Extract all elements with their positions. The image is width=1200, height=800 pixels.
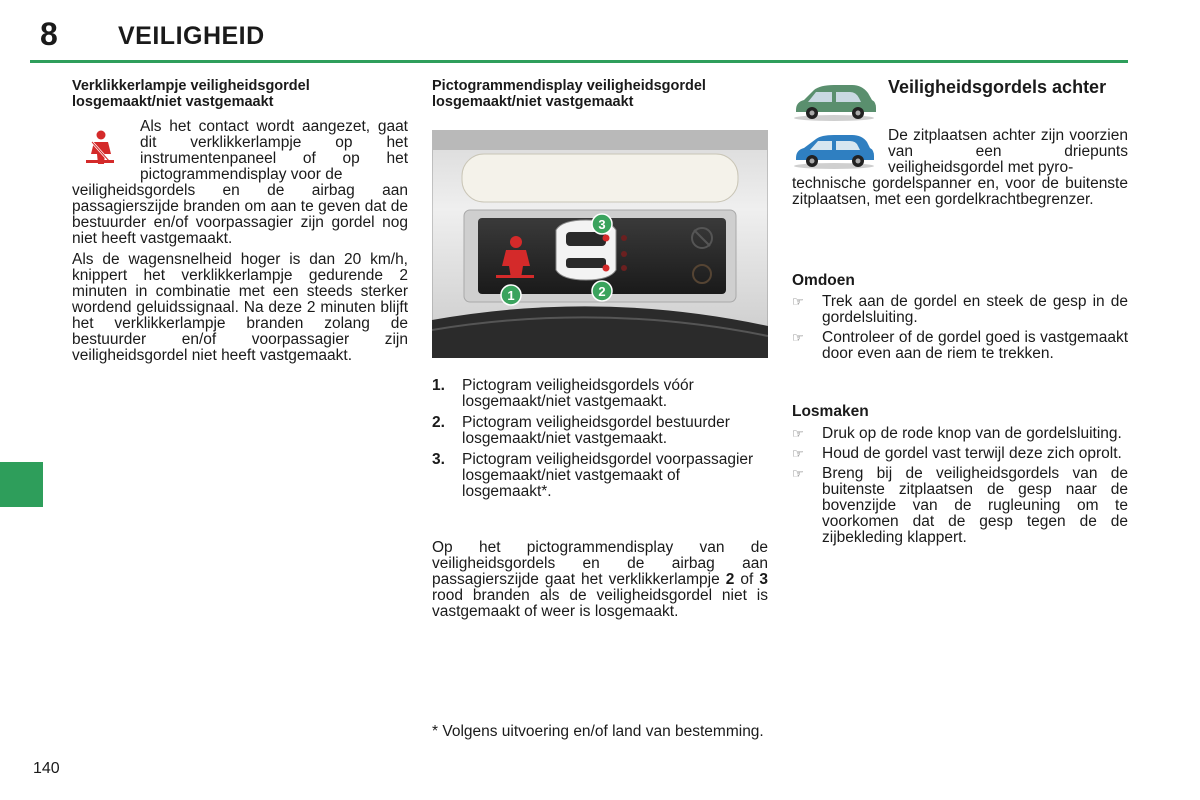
col2-heading: Pictogrammendisplay veiligheidsgordel losgemaakt/niet vastgemaakt bbox=[432, 78, 706, 110]
header-rule bbox=[30, 60, 1128, 63]
list-item-text: Trek aan de gordel en steek de gesp in de gordelsluiting. bbox=[822, 293, 1128, 326]
omdoen-heading: Omdoen bbox=[792, 272, 855, 289]
col1-intro-first: Als het contact wordt aangezet, gaat dit verklikkerlampje op het instrumentenpaneel of op het pictogrammendisplay voor de bbox=[140, 118, 408, 183]
callout-2 bbox=[592, 281, 612, 301]
rear-intro-first: De zitplaatsen achter zijn voorzien van een driepunts veiligheidsgordel met pyro- bbox=[888, 127, 1128, 176]
legend-text: Pictogram veiligheidsgordel voorpassagier losgemaakt/niet vastgemaakt of losgemaakt*. bbox=[462, 451, 754, 500]
legend-item bbox=[432, 415, 768, 447]
losmaken-list bbox=[792, 426, 1128, 550]
legend-item bbox=[432, 378, 768, 410]
pointing-hand-icon: ☞ bbox=[792, 330, 804, 345]
legend-text: Pictogram veiligheidsgordel bestuurder losgemaakt/niet vastgemaakt. bbox=[462, 414, 730, 447]
callout-3 bbox=[592, 214, 612, 234]
col1-intro bbox=[72, 119, 408, 247]
svg-text:3: 3 bbox=[598, 217, 606, 232]
list-item-text: Controleer of de gordel goed is vastgemaakt door even aan de riem te trekken. bbox=[822, 329, 1128, 362]
footnote: * Volgens uitvoering en/of land van bestemming. bbox=[432, 723, 764, 740]
pointing-hand-icon: ☞ bbox=[792, 446, 804, 461]
pictogram-legend bbox=[432, 378, 768, 505]
losmaken-heading: Losmaken bbox=[792, 403, 869, 420]
pictogram-display-image bbox=[432, 130, 768, 358]
rear-intro-rest: technische gordelspanner en, voor de buitenste zitplaatsen, met een gordelkrachtbegrenzer. bbox=[792, 175, 1128, 208]
list-item bbox=[792, 330, 1128, 362]
list-item-text: Druk op de rode knop van de gordelsluiting. bbox=[822, 425, 1122, 442]
display-text-b: of bbox=[734, 571, 760, 588]
pointing-hand-icon: ☞ bbox=[792, 466, 804, 481]
col2-heading-wrap bbox=[432, 78, 768, 110]
chapter-side-tab bbox=[0, 462, 43, 507]
col1-intro-rest: veiligheidsgordels en de airbag aan passagierszijde branden om aan te geven dat de bestuurder en/of voorpassagier zijn gordel nog niet heeft vastgemaakt. bbox=[72, 182, 408, 247]
list-item bbox=[792, 426, 1128, 442]
col1-heading-wrap bbox=[72, 78, 408, 110]
omdoen-list bbox=[792, 294, 1128, 366]
col1-heading: Verklikkerlampje veiligheidsgordel losgemaakt/niet vastgemaakt bbox=[72, 78, 310, 110]
display-ref-3: 3 bbox=[759, 571, 768, 588]
chapter-number: 8 bbox=[40, 16, 58, 52]
svg-text:1: 1 bbox=[507, 288, 515, 303]
list-item bbox=[792, 466, 1128, 546]
legend-num: 1. bbox=[432, 377, 445, 394]
list-item bbox=[792, 294, 1128, 326]
list-item-text: Breng bij de veiligheidsgordels van de buitenste zitplaatsen de gesp naar de bovenzijde van de rugleuning om te voorkomen dat de gesp tegen de de zijbekleding klappert. bbox=[822, 465, 1128, 546]
display-text-a: Op het pictogrammendisplay van de veiligheidsgordels en de airbag aan passagierszijde gaat het verklikkerlampje bbox=[432, 539, 768, 588]
display-ref-2: 2 bbox=[725, 571, 735, 588]
legend-item bbox=[432, 452, 768, 500]
legend-num: 3. bbox=[432, 451, 445, 468]
green-car-icon bbox=[792, 80, 876, 122]
svg-text:2: 2 bbox=[598, 284, 606, 299]
page-number: 140 bbox=[33, 760, 60, 777]
chapter-title: VEILIGHEID bbox=[118, 22, 265, 50]
pointing-hand-icon: ☞ bbox=[792, 294, 804, 309]
rear-intro bbox=[792, 128, 1128, 208]
legend-text: Pictogram veiligheidsgordels vóór losgemaakt/niet vastgemaakt. bbox=[462, 377, 694, 410]
display-text-c: rood branden als de veiligheidsgordel niet is vastgemaakt of weer is losgemaakt. bbox=[432, 587, 768, 620]
legend-num: 2. bbox=[432, 414, 445, 431]
col1-speed-text: Als de wagensnelheid hoger is dan 20 km/h, knippert het verklikkerlampje gedurende 2 minuten in combinatie met een steeds sterker wordend geluidssignaal. Na deze 2 minuten blijft het verklikkerlampje branden zolang de bestuurder en/of voorpassagier zijn veiligheidsgordel niet heeft vastgemaakt. bbox=[72, 251, 408, 364]
display-explanation bbox=[432, 540, 768, 620]
pointing-hand-icon: ☞ bbox=[792, 426, 804, 441]
rear-seatbelts-title: Veiligheidsgordels achter bbox=[888, 77, 1107, 97]
list-item bbox=[792, 446, 1128, 462]
list-item-text: Houd de gordel vast terwijl deze zich oprolt. bbox=[822, 445, 1122, 462]
callout-1 bbox=[501, 285, 521, 305]
